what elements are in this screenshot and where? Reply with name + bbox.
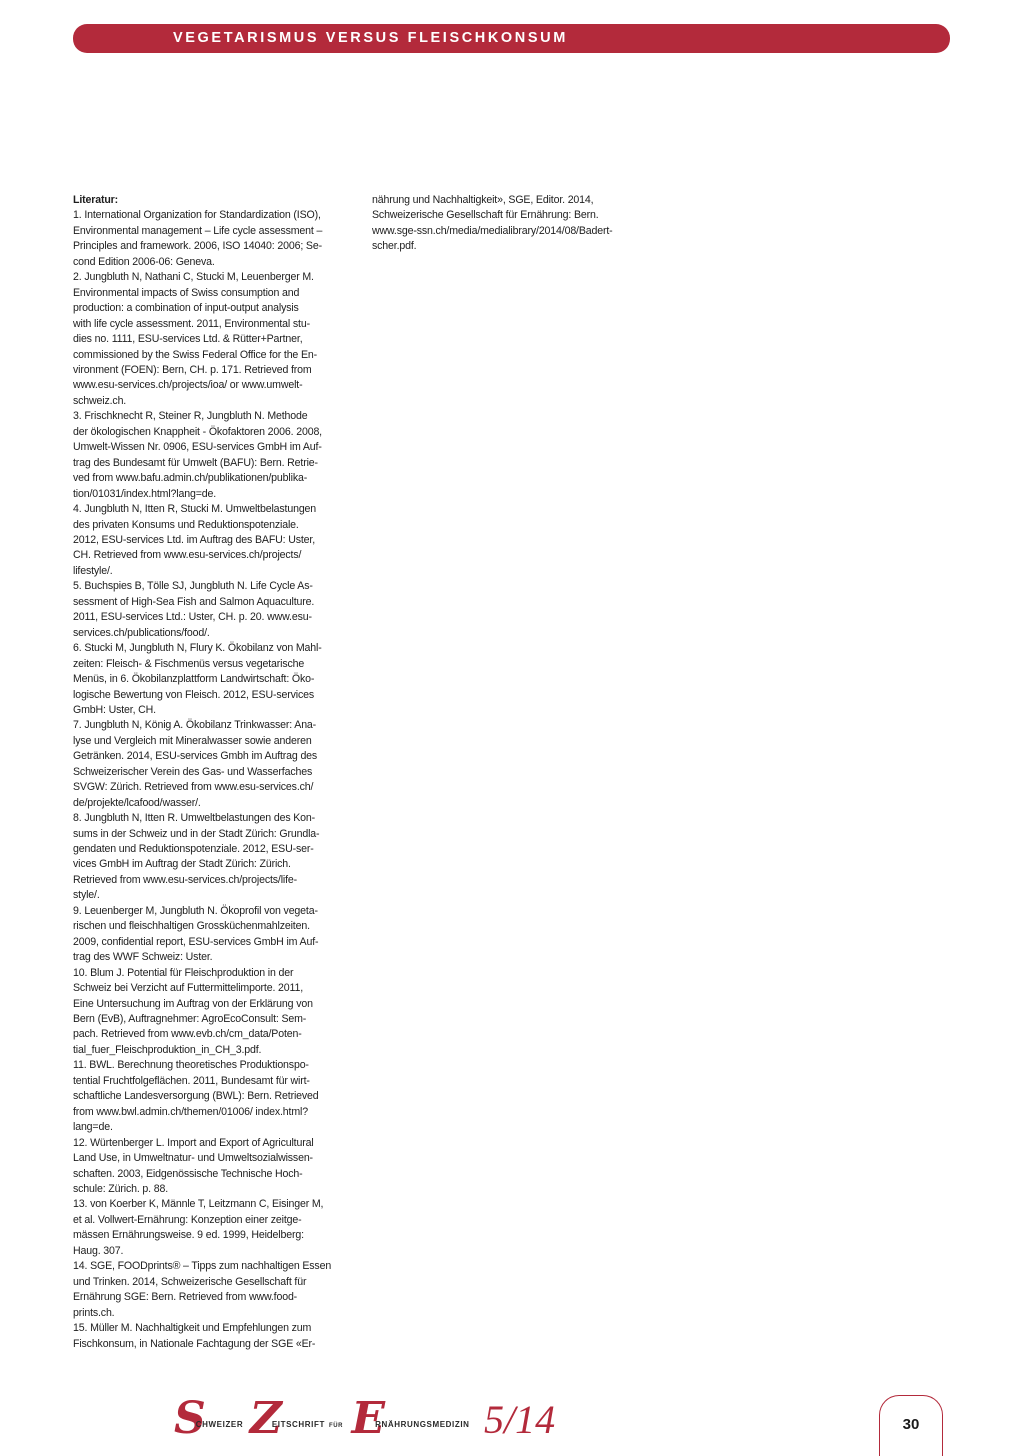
reference-line: scher.pdf. [372, 240, 417, 253]
reference-line: schule: Zürich. p. 88. [73, 1183, 169, 1195]
page-number: 30 [902, 1416, 920, 1433]
reference-line: lifestyle/. [73, 564, 113, 577]
reference-line: from www.bwl.admin.ch/themen/01006/ index.html? [73, 1105, 308, 1118]
reference-line: 3. Frischknecht R, Steiner R, Jungbluth N. Methode [73, 410, 308, 423]
reference-line: Ernährung SGE: Bern. Retrieved from www.food- [73, 1291, 298, 1304]
logo-word-schweizer: CHWEIZER [195, 1420, 244, 1429]
reference-line: 15. Müller M. Nachhaltigkeit und Empfehlungen zum [73, 1322, 312, 1335]
reference-line: Fischkonsum, in Nationale Fachtagung der SGE «Er- [73, 1337, 316, 1350]
reference-line: nährung und Nachhaltigkeit», SGE, Editor. 2014, [372, 194, 594, 206]
reference-line: Getränken. 2014, ESU-services Gmbh im Auftrag des [73, 750, 318, 763]
reference-line: 8. Jungbluth N, Itten R. Umweltbelastungen des Kon- [73, 812, 316, 825]
reference-line: with life cycle assessment. 2011, Environmental stu- [73, 317, 310, 330]
page-number-tab [879, 1395, 943, 1456]
reference-line: services.ch/publications/food/. [73, 626, 210, 639]
reference-line: tion/01031/index.html?lang=de. [73, 487, 217, 500]
reference-line: 13. von Koerber K, Männle T, Leitzmann C, Eisinger M, [73, 1198, 324, 1211]
references-left-lines [73, 208, 358, 1352]
reference-line: 2012, ESU-services Ltd. im Auftrag des BAFU: Uster, [73, 533, 315, 546]
reference-line: schaften. 2003, Eidgenössische Technische Hoch- [73, 1167, 303, 1180]
logo-letter-z: Z [249, 1393, 282, 1444]
reference-line: 6. Stucki M, Jungbluth N, Flury K. Ökobilanz von Mahl- [73, 642, 322, 655]
reference-line: Schweizerische Gesellschaft für Ernährung: Bern. [372, 209, 599, 222]
reference-line: 14. SGE, FOODprints® – Tipps zum nachhaltigen Essen [73, 1260, 332, 1273]
reference-line: mässen Ernährungsweise. 9 ed. 1999, Heidelberg: [73, 1229, 304, 1242]
reference-line: Schweizerischer Verein des Gas- und Wasserfaches [73, 765, 313, 778]
header-bar [73, 24, 950, 53]
reference-line: 10. Blum J. Potential für Fleischproduktion in der [73, 966, 294, 979]
reference-line: www.sge-ssn.ch/media/medialibrary/2014/08/Badert- [372, 224, 613, 237]
reference-line: schweiz.ch. [73, 394, 127, 407]
reference-line: trag des Bundesamt für Umwelt (BAFU): Bern. Retrie- [73, 456, 318, 469]
reference-line: 12. Würtenberger L. Import and Export of Agricultural [73, 1136, 314, 1149]
references-heading: Literatur: [73, 194, 118, 206]
issue-number: 5/14 [484, 1397, 556, 1442]
reference-line: de/projekte/lcafood/wasser/. [73, 796, 201, 809]
reference-line: und Trinken. 2014, Schweizerische Gesellschaft für [73, 1275, 307, 1288]
reference-line: style/. [73, 889, 100, 902]
logo-word-zeitschrift: EITSCHRIFT [271, 1420, 325, 1429]
reference-line: et al. Vollwert-Ernährung: Konzeption einer zeitge- [73, 1213, 302, 1226]
reference-line: 2011, ESU-services Ltd.: Uster, CH. p. 20. www.esu- [73, 611, 312, 624]
reference-line: schaftliche Landesversorgung (BWL): Bern. Retrieved [73, 1090, 319, 1103]
logo-letter-s: S [174, 1393, 206, 1444]
reference-line: vironment (FOEN): Bern, CH. p. 171. Retrieved from [73, 363, 312, 376]
reference-line: Retrieved from www.esu-services.ch/projects/life- [73, 873, 298, 886]
reference-line: Bern (EvB), Auftragnehmer: AgroEcoConsult: Sem- [73, 1013, 307, 1026]
reference-line: Eine Untersuchung im Auftrag von der Erklärung von [73, 997, 313, 1010]
reference-line: des privaten Konsums und Reduktionspotenziale. [73, 518, 299, 531]
reference-line: der ökologischen Knappheit - Ökofaktoren 2006. 2008, [73, 425, 322, 438]
reference-line: tential Fruchtfolgeflächen. 2011, Bundesamt für wirt- [73, 1074, 310, 1087]
logo-word-ernaehrungsmedizin: RNÄHRUNGSMEDIZIN [375, 1420, 470, 1429]
reference-line: commissioned by the Swiss Federal Office for the En- [73, 348, 318, 361]
journal-logo [174, 1393, 556, 1444]
reference-line: prints.ch. [73, 1306, 115, 1319]
reference-line: sessment of High-Sea Fish and Salmon Aquaculture. [73, 595, 315, 608]
reference-line: Umwelt-Wissen Nr. 0906, ESU-services GmbH im Auf- [73, 441, 322, 454]
reference-line: Menüs, in 6. Ökobilanzplattform Landwirtschaft: Öko- [73, 673, 315, 686]
reference-line: pach. Retrieved from www.evb.ch/cm_data/Poten- [73, 1028, 302, 1041]
reference-line: logische Bewertung von Fleisch. 2012, ESU-services [73, 688, 314, 701]
reference-line: Principles and framework. 2006, ISO 14040: 2006; Se- [73, 240, 322, 253]
reference-line: production: a combination of input-output analysis [73, 302, 299, 315]
reference-line: lang=de. [73, 1121, 113, 1134]
page-footer [0, 1390, 1024, 1448]
running-header-title: VEGETARISMUS VERSUS FLEISCHKONSUM [173, 30, 568, 46]
reference-line: SVGW: Zürich. Retrieved from www.esu-services.ch/ [73, 781, 314, 794]
logo-letter-e: E [351, 1393, 386, 1444]
reference-line: 2009, confidential report, ESU-services GmbH im Auf- [73, 935, 319, 948]
reference-line: cond Edition 2006-06: Geneva. [73, 255, 215, 268]
reference-line: lyse und Vergleich mit Mineralwasser sowie anderen [73, 734, 312, 747]
reference-line: 7. Jungbluth N, König A. Ökobilanz Trinkwasser: Ana- [73, 719, 317, 732]
reference-line: 2. Jungbluth N, Nathani C, Stucki M, Leuenberger M. [73, 271, 314, 284]
reference-line: 11. BWL. Berechnung theoretisches Produktionspo- [73, 1059, 309, 1072]
reference-line: www.esu-services.ch/projects/ioa/ or www.umwelt- [73, 379, 303, 392]
reference-line: tial_fuer_Fleischproduktion_in_CH_3.pdf. [73, 1043, 262, 1056]
reference-line: Land Use, in Umweltnatur- und Umweltsozialwissen- [73, 1152, 313, 1165]
reference-line: CH. Retrieved from www.esu-services.ch/projects/ [73, 549, 302, 562]
reference-line: GmbH: Uster, CH. [73, 703, 156, 716]
reference-line: Schweiz bei Verzicht auf Futtermittelimporte. 2011, [73, 982, 304, 995]
reference-line: Environmental management – Life cycle assessment – [73, 224, 323, 237]
references-column-left [73, 193, 358, 1352]
reference-line: ved from www.bafu.admin.ch/publikationen/publika- [73, 472, 308, 485]
reference-line: 5. Buchspies B, Tölle SJ, Jungbluth N. Life Cycle As- [73, 580, 313, 593]
references-right-lines [372, 193, 657, 255]
reference-line: vices GmbH im Auftrag der Stadt Zürich: Zürich. [73, 858, 291, 871]
reference-line: 4. Jungbluth N, Itten R, Stucki M. Umweltbelastungen [73, 503, 317, 516]
reference-line: rischen und fleischhaltigen Grossküchenmahlzeiten. [73, 920, 310, 933]
references-column-right [372, 193, 657, 255]
reference-line: zeiten: Fleisch- & Fischmenüs versus vegetarische [73, 657, 305, 670]
reference-line: Environmental impacts of Swiss consumption and [73, 286, 300, 299]
reference-line: dies no. 1111, ESU-services Ltd. & Rütter+Partner, [73, 333, 303, 346]
reference-line: 9. Leuenberger M, Jungbluth N. Ökoprofil von vegeta- [73, 904, 318, 917]
reference-line: sums in der Schweiz und in der Stadt Zürich: Grundla- [73, 827, 320, 840]
reference-line: 1. International Organization for Standardization (ISO), [73, 209, 321, 222]
reference-line: Haug. 307. [73, 1244, 124, 1257]
reference-line: gendaten und Reduktionspotenziale. 2012, ESU-ser- [73, 843, 314, 856]
reference-line: trag des WWF Schweiz: Uster. [73, 951, 213, 964]
logo-word-fuer: FÜR [328, 1423, 344, 1429]
